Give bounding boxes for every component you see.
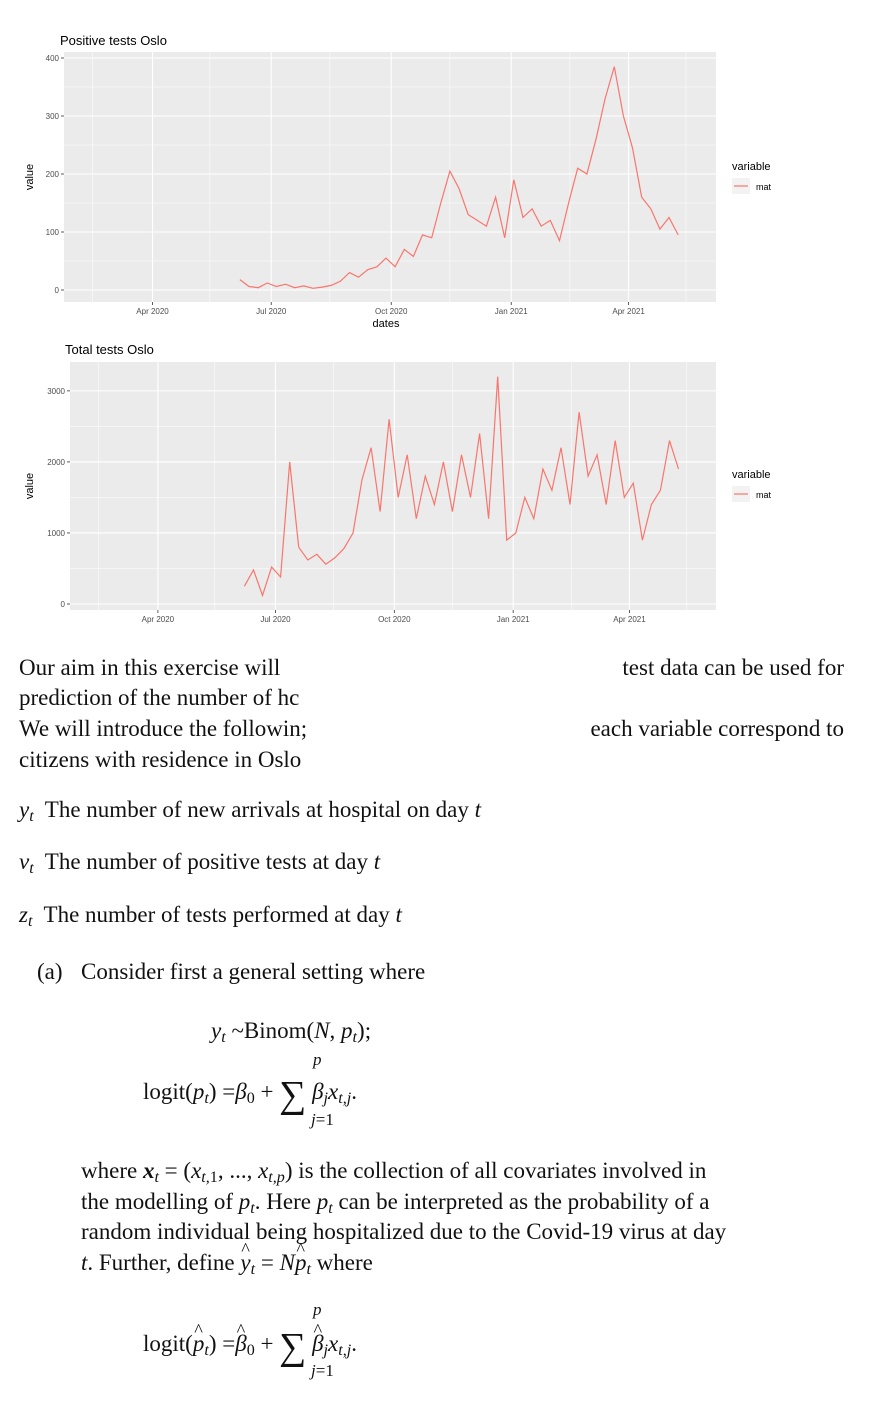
chart2-legend-entry: mat: [756, 490, 772, 500]
part-a-intro: Consider first a general setting where: [81, 959, 426, 984]
intro-line-4: citizens with residence in Oslo: [19, 747, 302, 772]
part-a-label: (a): [37, 959, 63, 984]
y-tick-label: 200: [45, 170, 59, 179]
y-tick-label: 2000: [47, 457, 65, 467]
chart1-y-ticks: [46, 54, 64, 295]
x-tick-label: Oct 2020: [378, 615, 411, 624]
chart1-xlabel: dates: [372, 318, 400, 330]
chart2-legend-title: variable: [732, 469, 771, 481]
chart2-x-ticks: [142, 610, 647, 624]
x-tick-label: Apr 2021: [612, 307, 645, 316]
definition-y: $y_t$ The number of new arrivals at hospital on day t: [19, 797, 482, 826]
sum-upper-limit-2: p: [313, 1300, 322, 1319]
definition-v: $v_t$ The number of positive tests at day t: [19, 849, 381, 878]
charts-figure: [0, 0, 896, 630]
equation-logit: $logit(p_t) =\beta_0$ + ∑ $\beta_jx_{t,j}$.: [143, 1074, 357, 1116]
x-tick-label: Apr 2020: [136, 307, 169, 316]
chart1-x-ticks: [136, 302, 645, 316]
x-tick-label: Jan 2021: [494, 307, 528, 316]
chart2-y-ticks: [47, 387, 70, 609]
chart1-legend-title: variable: [732, 161, 771, 173]
intro-line-1b: test data can be used for: [622, 655, 844, 680]
intro-line-3b: each variable correspond to: [590, 716, 844, 741]
where-line-2: the modelling of $p_t$. Here $p_t$ can be interpreted as the probability of a: [81, 1189, 710, 1218]
x-tick-label: Apr 2020: [141, 615, 175, 624]
where-line-3: random individual being hospitalized due to the Covid-19 virus at day: [81, 1219, 727, 1244]
x-tick-label: Apr 2021: [613, 615, 646, 624]
sum-lower-limit-2: j=1: [311, 1361, 334, 1380]
positive-tests-chart: [24, 33, 772, 330]
y-tick-label: 3000: [47, 386, 65, 396]
x-tick-label: Jul 2020: [256, 307, 287, 316]
equation-binomial: $y_t$ ~Binom(N, $p_t$);: [211, 1018, 372, 1047]
total-tests-chart: [24, 342, 772, 624]
where-line-1: where $x_t = (x_{t,1}$, ..., $x_{t,p}$) is the collection of all covariates involved in: [81, 1158, 707, 1187]
x-tick-label: Jan 2021: [496, 615, 530, 624]
sum-lower-limit-1: j=1: [311, 1110, 334, 1129]
y-tick-label: 0: [60, 600, 65, 609]
chart1-ylabel: value: [24, 163, 36, 191]
y-tick-label: 0: [54, 286, 59, 295]
intro-line-3a: We will introduce the followin;: [19, 716, 308, 741]
intro-line-2: prediction of the number of hc: [19, 685, 300, 710]
chart2-title: Total tests Oslo: [65, 342, 154, 357]
y-tick-label: 1000: [47, 528, 65, 538]
y-tick-label: 300: [45, 112, 59, 121]
x-tick-label: Jul 2020: [260, 615, 291, 624]
intro-line-1a: Our aim in this exercise will: [19, 655, 281, 680]
definition-z: $z_t$ The number of tests performed at day t: [19, 902, 402, 931]
chart2-panel: [70, 362, 716, 610]
x-tick-label: Oct 2020: [374, 307, 408, 316]
y-tick-label: 100: [45, 228, 59, 237]
chart2-ylabel: value: [24, 472, 36, 500]
where-line-4: t. Further, define ^ $y_t$ = N^ $p_t$ where: [81, 1250, 373, 1279]
chart1-title: Positive tests Oslo: [60, 33, 167, 48]
equation-logit-hat: logit(^ $p_t$) =^ $\beta_0$ + ∑ ^ $\beta_jx_{t,j}$.: [143, 1328, 357, 1366]
chart1-legend-entry: mat: [756, 182, 772, 192]
y-tick-label: 400: [45, 54, 59, 63]
sum-upper-limit-1: p: [313, 1050, 322, 1069]
